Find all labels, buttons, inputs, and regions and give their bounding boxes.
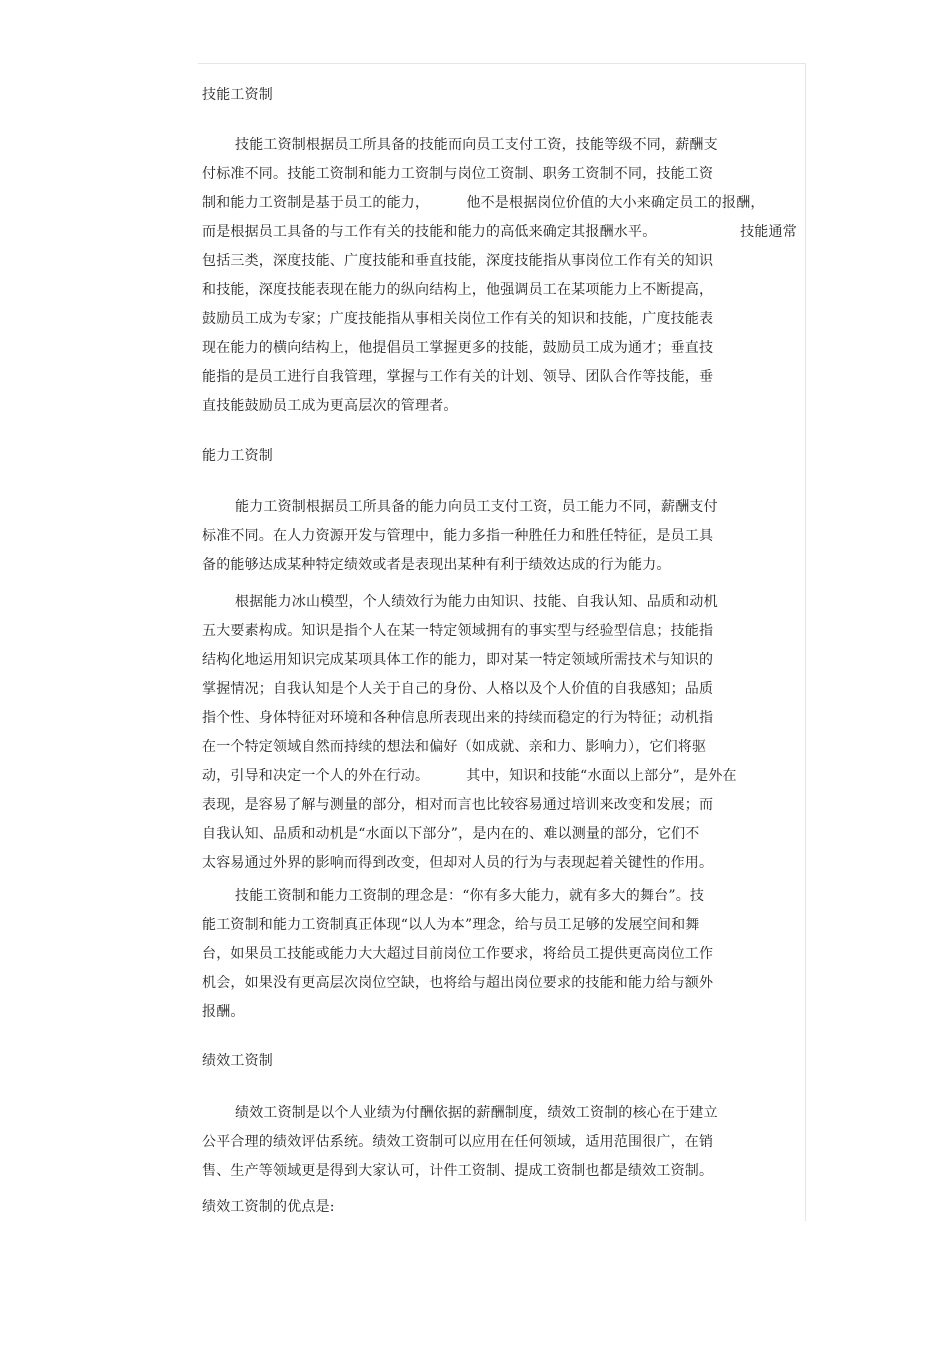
- paragraph-line: 能指的是员工进行自我管理，掌握与工作有关的计划、领导、团队合作等技能，垂: [202, 369, 714, 385]
- paragraph-line: 台，如果员工技能或能力大大超过目前岗位工作要求，将给员工提供更高岗位工作: [202, 946, 714, 962]
- paragraph-line: 报酬。: [202, 1004, 245, 1020]
- paragraph-line: 在一个特定领域自然而持续的想法和偏好（如成就、亲和力、影响力），它们将驱: [202, 739, 707, 755]
- section-heading-skill-wage: 技能工资制: [202, 87, 273, 103]
- paragraph-line: 动，引导和决定一个人的外在行动。 其中，知识和技能“水面以上部分”，是外在: [202, 768, 737, 784]
- paragraph-line: 绩效工资制的优点是:: [202, 1199, 335, 1215]
- paragraph-line: 和技能，深度技能表现在能力的纵向结构上，他强调员工在某项能力上不断提高，: [202, 282, 714, 298]
- paragraph-line: 表现，是容易了解与测量的部分，相对而言也比较容易通过培训来改变和发展；而: [202, 797, 714, 813]
- paragraph-line: 绩效工资制是以个人业绩为付酬依据的薪酬制度，绩效工资制的核心在于建立: [235, 1105, 718, 1121]
- paragraph-line: 现在能力的横向结构上，他提倡员工掌握更多的技能，鼓励员工成为通才；垂直技: [202, 340, 714, 356]
- paragraph-line: 自我认知、品质和动机是“水面以下部分”，是内在的、难以测量的部分，它们不: [202, 826, 700, 842]
- paragraph-line: 指个性、身体特征对环境和各种信息所表现出来的持续而稳定的行为特征；动机指: [202, 710, 714, 726]
- paragraph-line: 而是根据员工具备的与工作有关的技能和能力的高低来确定其报酬水平。 技能通常: [202, 224, 797, 240]
- paragraph-line: 制和能力工资制是基于员工的能力， 他不是根据岗位价值的大小来确定员工的报酬，: [202, 195, 765, 211]
- paragraph-line: 五大要素构成。知识是指个人在某一特定领域拥有的事实型与经验型信息；技能指: [202, 623, 714, 639]
- paragraph-line: 太容易通过外界的影响而得到改变，但却对人员的行为与表现起着关键性的作用。: [202, 855, 714, 871]
- paragraph-line: 公平合理的绩效评估系统。绩效工资制可以应用在任何领域，适用范围很广，在销: [202, 1134, 714, 1150]
- section-heading-performance-wage: 绩效工资制: [202, 1053, 273, 1069]
- paragraph-line: 技能工资制根据员工所具备的技能而向员工支付工资，技能等级不同，薪酬支: [235, 137, 718, 153]
- section-heading-ability-wage: 能力工资制: [202, 448, 273, 464]
- paragraph-line: 能工资制和能力工资制真正体现“以人为本”理念，给与员工足够的发展空间和舞: [202, 917, 700, 933]
- paragraph-line: 能力工资制根据员工所具备的能力向员工支付工资，员工能力不同，薪酬支付: [235, 499, 718, 515]
- paragraph-line: 鼓励员工成为专家；广度技能指从事相关岗位工作有关的知识和技能，广度技能表: [202, 311, 714, 327]
- paragraph-line: 结构化地运用知识完成某项具体工作的能力，即对某一特定领域所需技术与知识的: [202, 652, 714, 668]
- paragraph-line: 包括三类，深度技能、广度技能和垂直技能，深度技能指从事岗位工作有关的知识: [202, 253, 714, 269]
- paragraph-line: 掌握情况；自我认知是个人关于自己的身份、人格以及个人价值的自我感知；品质: [202, 681, 714, 697]
- paragraph-line: 技能工资制和能力工资制的理念是：“你有多大能力，就有多大的舞台”。技: [235, 888, 705, 904]
- paragraph-line: 售、生产等领域更是得到大家认可，计件工资制、提成工资制也都是绩效工资制。: [202, 1163, 714, 1179]
- paragraph-line: 直技能鼓励员工成为更高层次的管理者。: [202, 398, 458, 414]
- paragraph-line: 根据能力冰山模型，个人绩效行为能力由知识、技能、自我认知、品质和动机: [235, 594, 718, 610]
- paragraph-line: 付标准不同。技能工资制和能力工资制与岗位工资制、职务工资制不同，技能工资: [202, 166, 714, 182]
- paragraph-line: 机会，如果没有更高层次岗位空缺，也将给与超出岗位要求的技能和能力给与额外: [202, 975, 714, 991]
- paragraph-line: 标准不同。在人力资源开发与管理中，能力多指一种胜任力和胜任特征，是员工具: [202, 528, 714, 544]
- paragraph-line: 备的能够达成某种特定绩效或者是表现出某种有利于绩效达成的行为能力。: [202, 557, 671, 573]
